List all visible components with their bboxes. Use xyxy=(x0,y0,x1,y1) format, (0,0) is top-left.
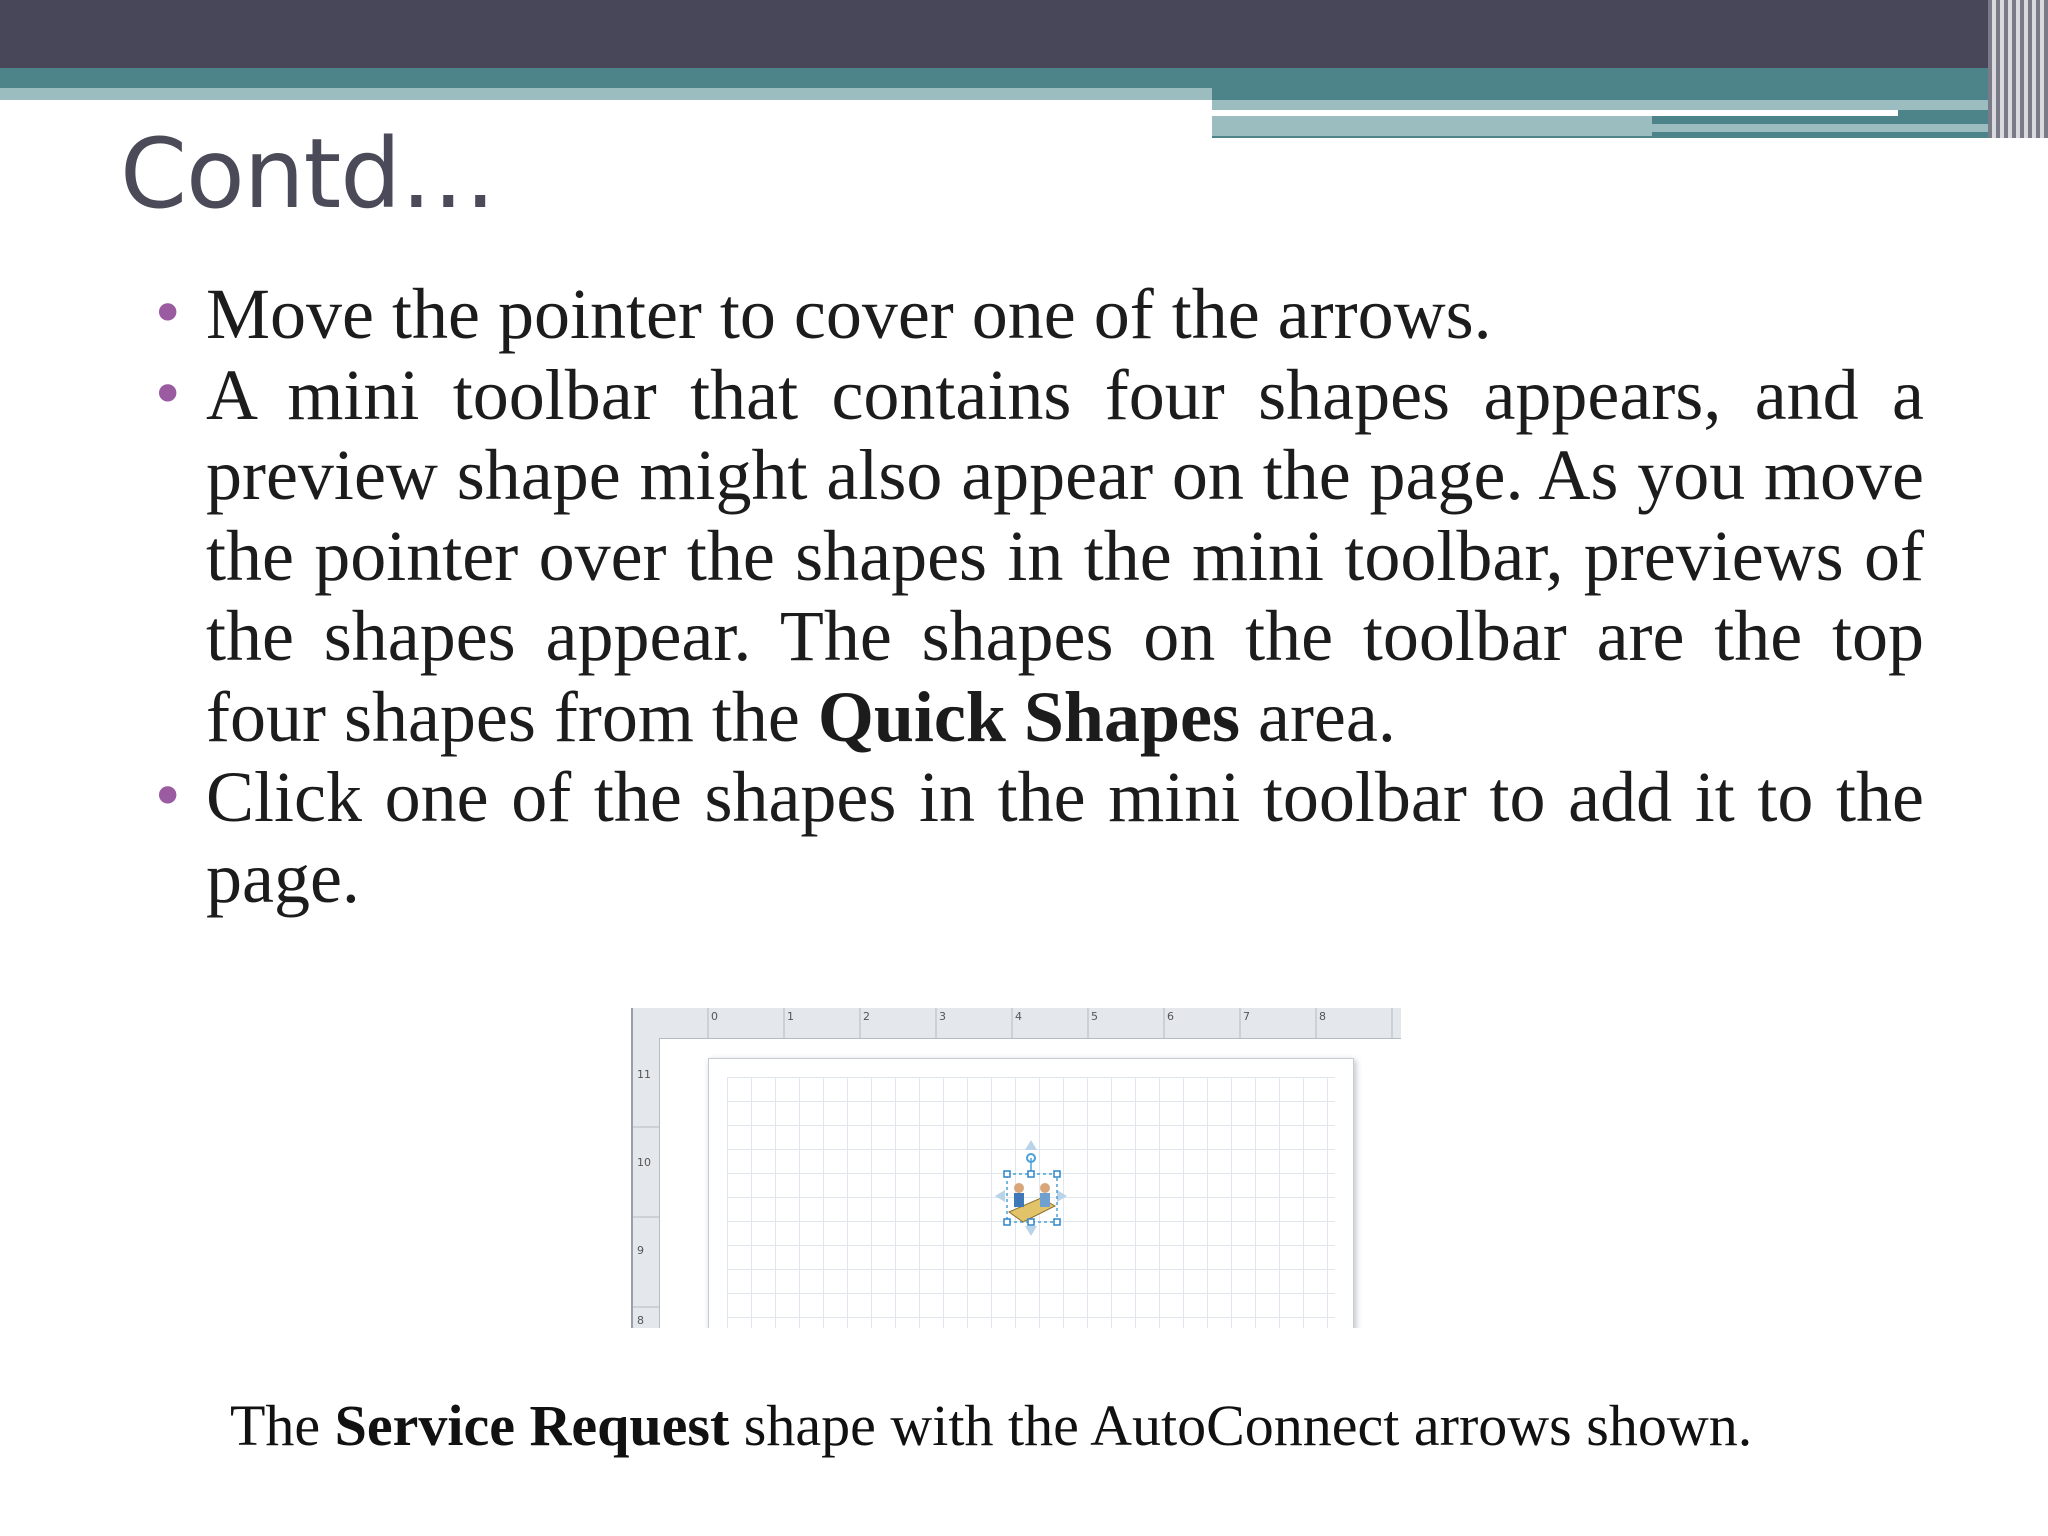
header-edge-stripes xyxy=(1988,0,2048,138)
caption-text: The xyxy=(230,1393,335,1458)
header-accent-right-strip-2 xyxy=(1652,124,2032,132)
bullet-dot: • xyxy=(150,359,186,430)
vertical-ruler xyxy=(633,1038,660,1328)
visio-screenshot xyxy=(631,1008,1401,1328)
ruler-label: 4 xyxy=(1015,1010,1022,1023)
slide-title: Contd… xyxy=(120,118,496,230)
ruler-label: 2 xyxy=(863,1010,870,1023)
ruler-label: 10 xyxy=(637,1156,651,1169)
header-accent-band xyxy=(0,68,2048,88)
ruler-label: 1 xyxy=(787,1010,794,1023)
header-accent-light xyxy=(0,88,1212,100)
ruler-label: 3 xyxy=(939,1010,946,1023)
horizontal-ruler xyxy=(633,1008,1401,1039)
bullet-dot: • xyxy=(150,279,186,349)
ruler-label: 6 xyxy=(1167,1010,1174,1023)
caption-bold-term: Service Request xyxy=(334,1393,730,1458)
caption-text-end: shape with the AutoConnect arrows shown. xyxy=(729,1393,1753,1458)
ruler-label: 8 xyxy=(637,1314,644,1327)
bullet-item xyxy=(150,757,1924,918)
bullet-item xyxy=(150,274,1924,355)
bullet-text: Click one of the shapes in the mini toolbar to add it to the page. xyxy=(206,757,1924,918)
ruler-label: 11 xyxy=(637,1068,651,1081)
bullet-dot: • xyxy=(150,762,186,832)
bullet-text: Move the pointer to cover one of the arrows. xyxy=(206,274,1492,354)
header-accent-right-strip xyxy=(1212,116,1652,136)
ruler-label: 9 xyxy=(637,1244,644,1257)
bullet-list xyxy=(150,274,1924,918)
header-bar xyxy=(0,0,2048,68)
header-accent-right-light xyxy=(1212,100,2012,110)
bullet-text: A mini toolbar that contains four shapes appears, and a preview shape might also appear on the page. As you move the pointer over the shapes in the mini toolbar, previews of the shapes appear. The shapes on the toolbar are the top four shapes from the xyxy=(206,354,1924,757)
service-request-shape-icon[interactable] xyxy=(995,1140,1067,1236)
ruler-label: 0 xyxy=(711,1010,718,1023)
figure-caption xyxy=(230,1392,1752,1459)
ruler-label: 8 xyxy=(1319,1010,1326,1023)
bullet-item xyxy=(150,355,1924,758)
ruler-label: 5 xyxy=(1091,1010,1098,1023)
bullet-text-end: area. xyxy=(1239,676,1396,757)
ruler-label: 7 xyxy=(1243,1010,1250,1023)
bullet-bold-term: Quick Shapes xyxy=(817,676,1240,757)
